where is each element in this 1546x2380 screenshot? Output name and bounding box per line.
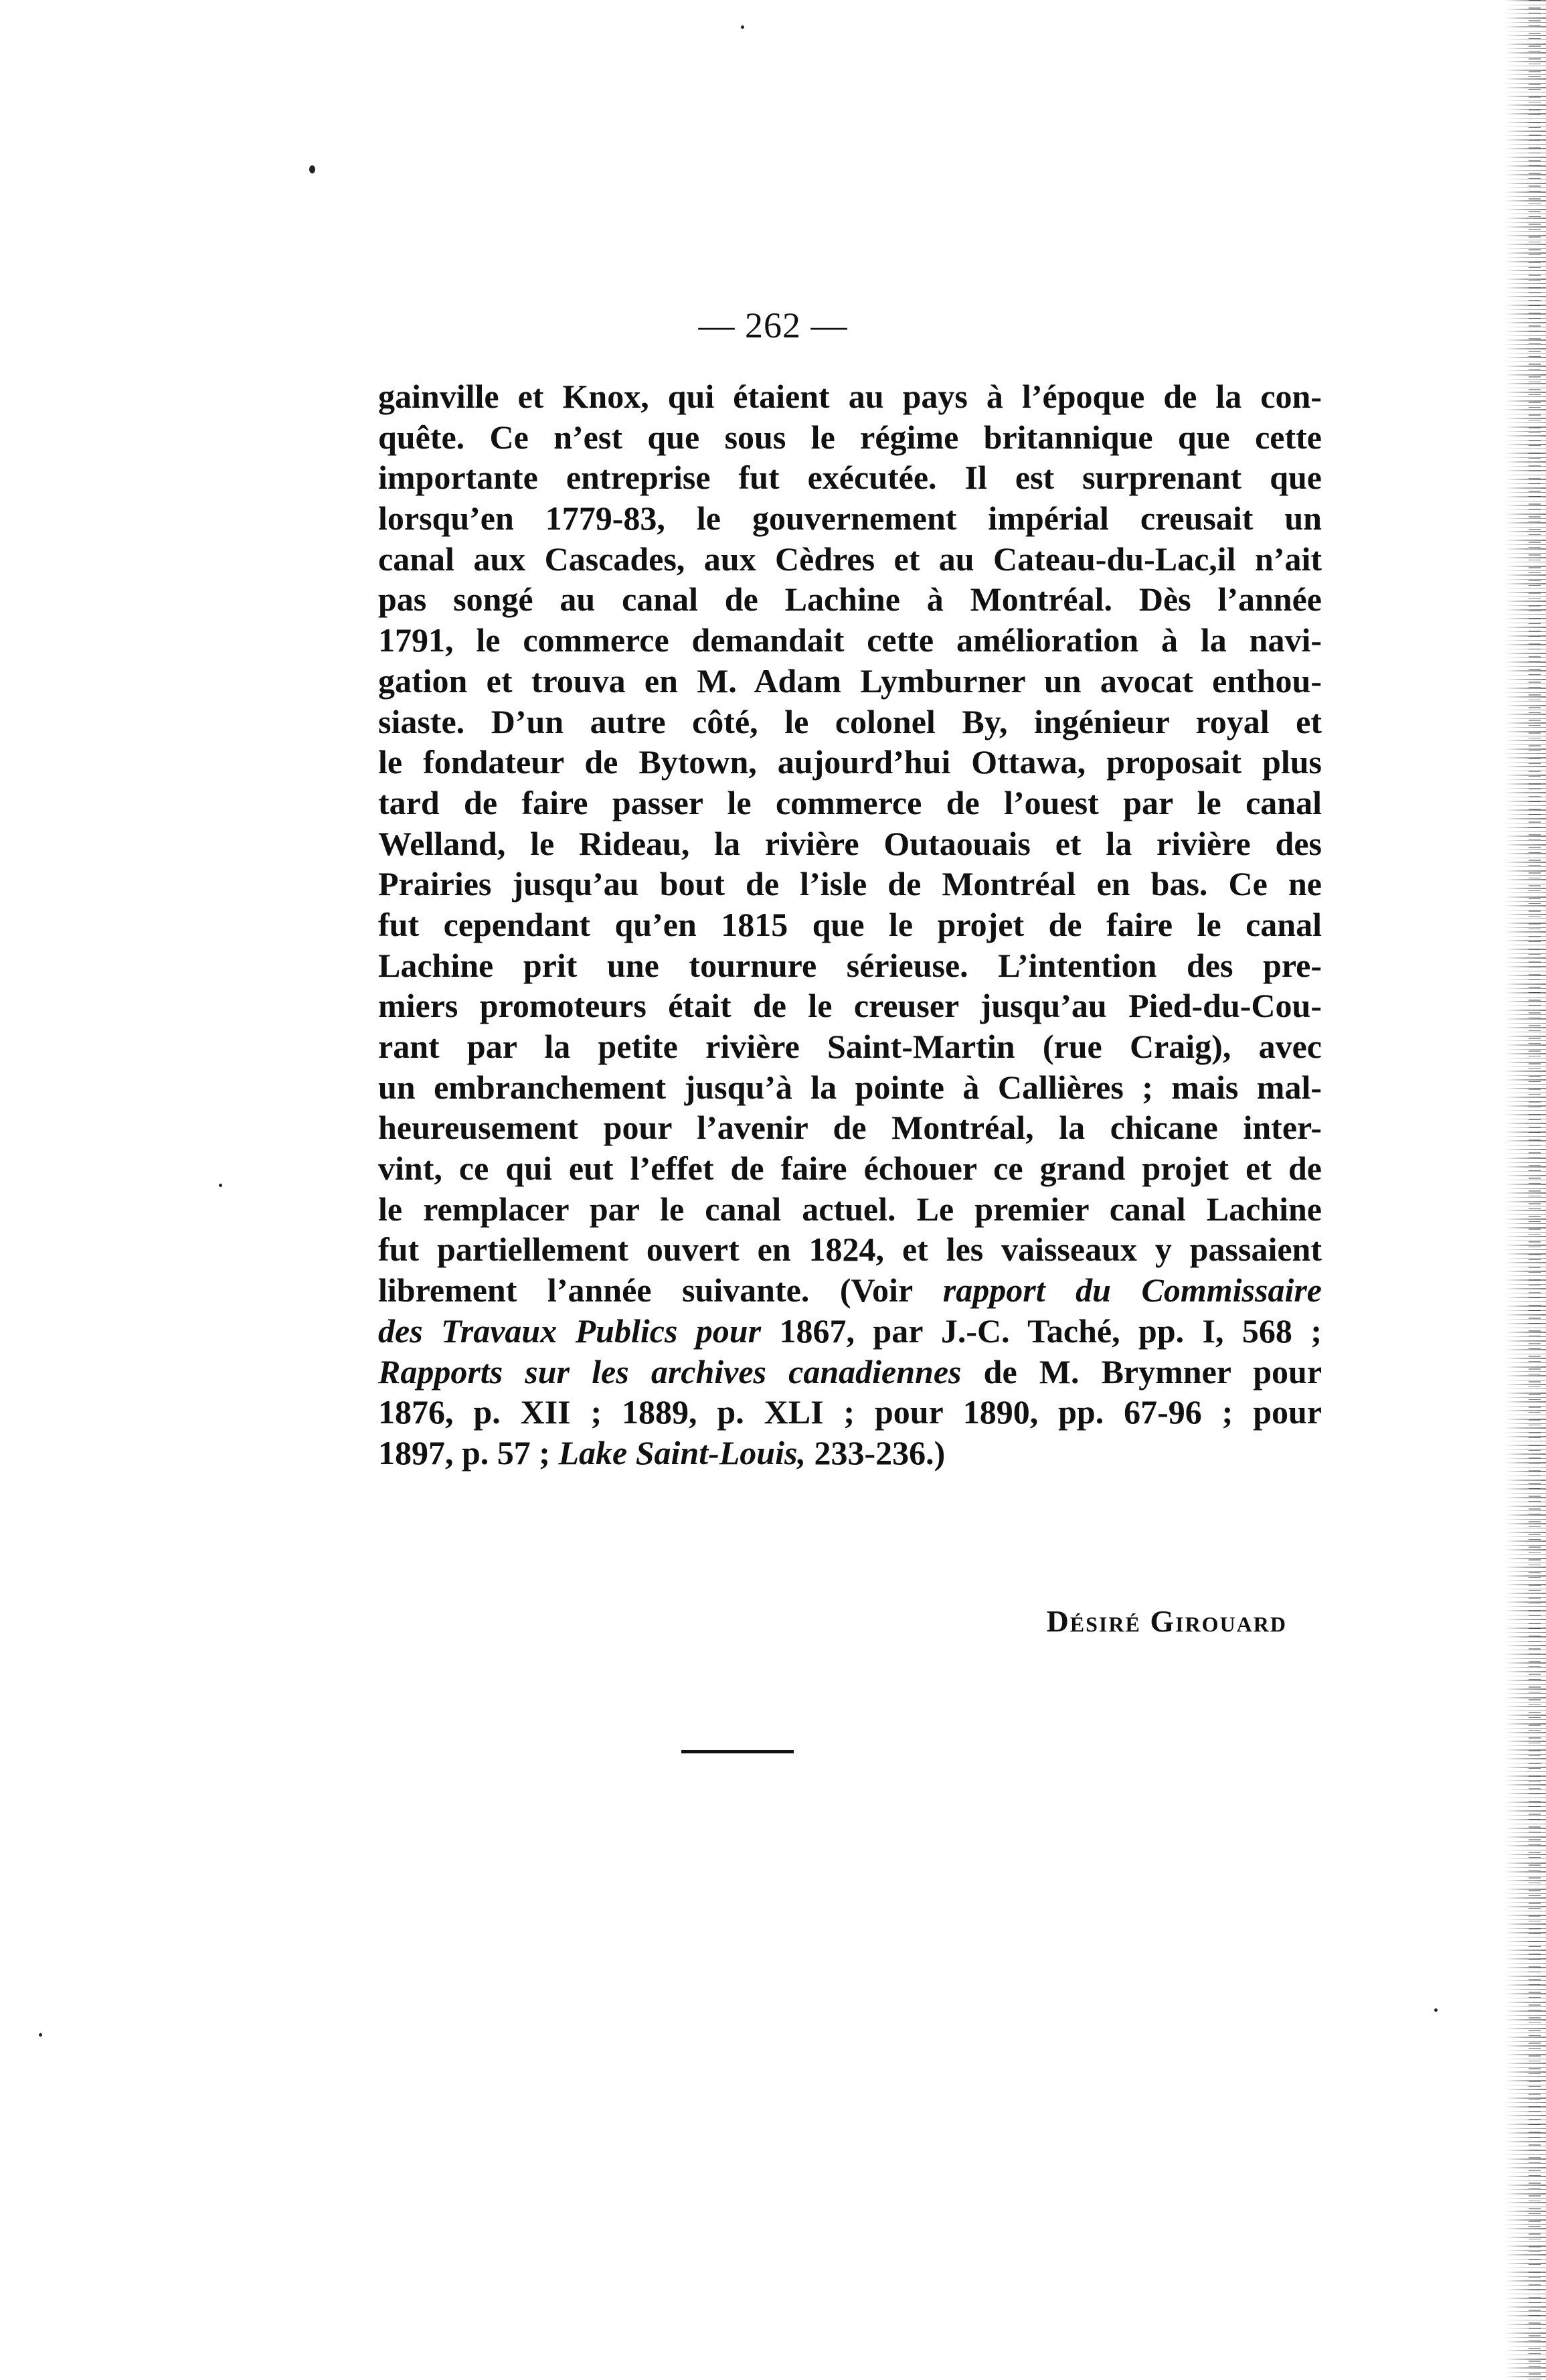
scan-speck bbox=[1434, 2008, 1438, 2012]
author-signature: Désiré Girouard bbox=[1046, 1604, 1287, 1638]
text-segment: 1876, p. XII ; 1889, p. XLI ; pour 1890, pp. 67-96 ; pour bbox=[378, 1393, 1322, 1431]
text-line bbox=[378, 1026, 1322, 1067]
text-line bbox=[378, 702, 1322, 742]
text-line bbox=[378, 1270, 1322, 1311]
text-segment: rant par la petite rivière Saint-Martin (rue Craig), avec bbox=[378, 1028, 1322, 1065]
text-segment: gation et trouva en M. Adam Lymburner un avocat enthou- bbox=[378, 661, 1322, 700]
text-segment: 1791, le commerce demandait cette amélioration à la navi- bbox=[378, 621, 1322, 659]
text-line bbox=[378, 1107, 1322, 1148]
text-segment: 1867, par J.-C. Taché, pp. I, 568 ; bbox=[761, 1312, 1322, 1350]
text-segment: miers promoteurs était de le creuser jusqu’au Pied-du-Cou- bbox=[378, 987, 1322, 1025]
text-segment: Welland, le Rideau, la rivière Outaouais et la rivière des bbox=[378, 824, 1322, 862]
text-line bbox=[378, 985, 1322, 1026]
text-line bbox=[378, 1189, 1322, 1230]
text-segment: tard de faire passer le commerce de l’ouest par le canal bbox=[378, 783, 1322, 821]
closing-rule bbox=[681, 1750, 794, 1753]
italic-text-segment: rapport du Commissaire bbox=[942, 1271, 1322, 1310]
text-segment: siaste. D’un autre côté, le colonel By, ingénieur royal et bbox=[378, 702, 1322, 740]
scan-speck bbox=[219, 1184, 222, 1187]
text-segment: librement l’année suivante. (Voir bbox=[378, 1271, 943, 1310]
text-line bbox=[378, 1392, 1322, 1433]
text-segment: fut cependant qu’en 1815 que le projet de faire le canal bbox=[378, 905, 1322, 943]
body-text bbox=[378, 376, 1322, 1474]
text-segment: Lachine prit une tournure sérieuse. L’intention des pre- bbox=[378, 946, 1322, 984]
text-segment: Prairies jusqu’au bout de l’isle de Montréal en bas. Ce ne bbox=[378, 865, 1322, 903]
text-line bbox=[378, 1352, 1322, 1393]
scan-speck bbox=[39, 2033, 42, 2037]
text-segment: 1897, p. 57 ; bbox=[378, 1433, 559, 1472]
text-segment: quête. Ce n’est que sous le régime britannique que cette bbox=[378, 418, 1322, 456]
italic-text-segment: Rapports sur les archives canadiennes bbox=[378, 1352, 962, 1391]
text-segment: le fondateur de Bytown, aujourd’hui Ottawa, proposait plus bbox=[378, 743, 1322, 781]
text-line bbox=[378, 1148, 1322, 1189]
text-line bbox=[378, 498, 1322, 539]
italic-text-segment: Lake Saint-Louis, bbox=[558, 1433, 806, 1472]
text-segment: 233-236.) bbox=[805, 1433, 946, 1472]
scan-edge-texture bbox=[1529, 0, 1541, 2380]
text-segment: lorsqu’en 1779-83, le gouvernement impérial creusait un bbox=[378, 499, 1322, 538]
text-line bbox=[378, 579, 1322, 620]
text-segment: un embranchement jusqu’à la pointe à Callières ; mais mal- bbox=[378, 1068, 1322, 1106]
text-line bbox=[378, 1229, 1322, 1270]
text-line bbox=[378, 1067, 1322, 1108]
text-segment: importante entreprise fut exécutée. Il est surprenant que bbox=[378, 459, 1322, 497]
text-line bbox=[378, 783, 1322, 823]
text-line bbox=[378, 1311, 1322, 1352]
text-line bbox=[378, 864, 1322, 904]
text-line bbox=[378, 417, 1322, 458]
text-segment: pas songé au canal de Lachine à Montréal. Dès l’année bbox=[378, 580, 1322, 619]
text-segment: le remplacer par le canal actuel. Le premier canal Lachine bbox=[378, 1190, 1322, 1228]
text-segment: gainville et Knox, qui étaient au pays à l’époque de la con- bbox=[378, 378, 1322, 415]
page-number: — 262 — bbox=[698, 305, 848, 345]
text-line bbox=[378, 376, 1322, 417]
text-line bbox=[378, 1433, 1322, 1474]
italic-text-segment: des Travaux Publics pour bbox=[378, 1312, 762, 1350]
text-line bbox=[378, 539, 1322, 580]
text-line bbox=[378, 457, 1322, 498]
text-segment: canal aux Cascades, aux Cèdres et au Cateau-du-Lac,il n’ait bbox=[378, 540, 1322, 578]
text-line bbox=[378, 620, 1322, 661]
text-line bbox=[378, 742, 1322, 783]
text-segment: de M. Brymner pour bbox=[961, 1352, 1322, 1391]
scan-speck bbox=[309, 165, 315, 173]
text-segment: fut partiellement ouvert en 1824, et les vaisseaux y passaient bbox=[378, 1231, 1322, 1269]
text-segment: vint, ce qui eut l’effet de faire échouer ce grand projet et de bbox=[378, 1149, 1322, 1188]
text-line bbox=[378, 904, 1322, 945]
text-segment: heureusement pour l’avenir de Montréal, la chicane inter- bbox=[378, 1109, 1322, 1147]
scan-speck bbox=[741, 25, 744, 29]
text-line bbox=[378, 945, 1322, 986]
text-line bbox=[378, 823, 1322, 864]
text-line bbox=[378, 661, 1322, 702]
